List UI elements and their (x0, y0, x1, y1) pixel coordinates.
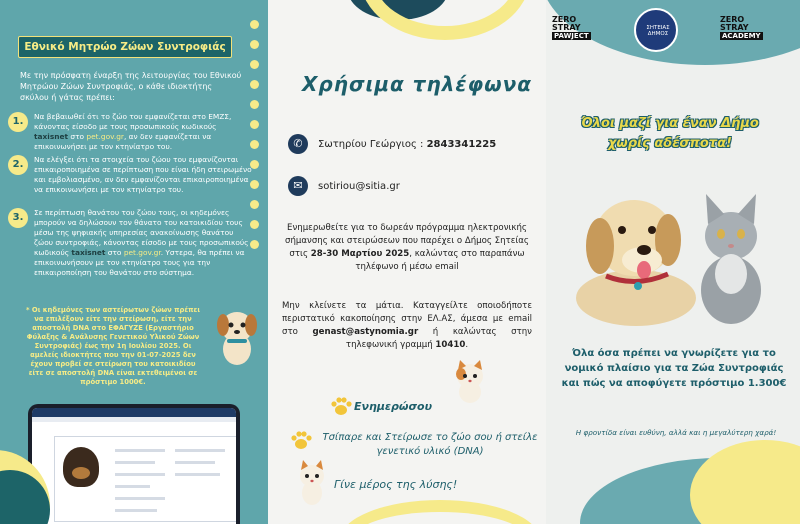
step-2 (8, 155, 252, 195)
useful-phones-title: Χρήσιμα τηλέφωνα (302, 72, 532, 96)
step-number: 1. (8, 112, 28, 132)
sitia-municipality-seal: ΣΗΤΕΙΑΣ ΔΗΜΟΣ (634, 8, 678, 52)
email-icon: ✉ (288, 176, 308, 196)
dog-and-cat-photo (556, 178, 786, 328)
phone-number[interactable]: 2843341225 (426, 138, 497, 150)
phone-icon: ✆ (288, 134, 308, 154)
puppy-illustration (212, 305, 262, 369)
email-contact (288, 176, 400, 196)
decorative-arc (340, 500, 540, 524)
step-number: 2. (8, 155, 28, 175)
inform-heading: Ενημερώσου (354, 400, 433, 413)
phone-contact: ✆ Σωτηρίου Γεώργιος : 2843341225 (288, 134, 496, 154)
chip-sterilize-call: Τσίπαρε και Στείρωσε το ζώο σου ή στείλε γενετικό υλικό (DNA) (322, 432, 538, 457)
step-text: Να ελέγξει ότι τα στοιχεία του ζώου του εμφανίζονται επικαιροποιημένα σε περίπτωση που είναι ήδη στειρωμένο και εμβολιασμένο, αν δεν εμφανίζονται επικαιροποιημένα να επικοινωνήσει με τον κτηνίατρο του. (34, 155, 252, 194)
laptop-screenshot (28, 404, 240, 524)
step-1 (8, 112, 252, 152)
decorative-arc (360, 0, 530, 40)
cat-illustration (296, 460, 328, 506)
step-text: Να βεβαιωθεί ότι το ζώο του εμφανίζεται στο ΕΜΖΣ, κάνοντας είσοδο με τους προσωπικούς κωδικούς taxisnet στο pet.gov.gr, αν δεν εμφανίζεται να επικοινωνήσει με τον κτηνίατρο του. (34, 112, 232, 151)
pet-gov-link[interactable]: pet.gov.gr (123, 248, 161, 257)
legal-framework-info: Όλα όσα πρέπει να γνωρίζετε για το νομικό πλαίσιο για τα Ζώα Συντροφιάς και πώς να αποφύγετε πρόστιμο 1.300€ (561, 348, 787, 389)
zero-stray-academy-logo: ZERO STRAY ACADEMY (720, 15, 761, 40)
program-info: Ενημερωθείτε για το δωρεάν πρόγραμμα ηλεκτρονικής σήμανσης και στειρώσεων που παρέχει ο Δήμος Σητείας στις 28-30 Μαρτίου 2025, καλώντας στο παραπάνω τηλέφωνο ή μέσω email (285, 223, 529, 272)
step-3 (8, 208, 252, 278)
left-title: Εθνικό Μητρώο Ζώων Συντροφιάς (18, 36, 232, 58)
join-solution: Γίνε μέρος της λύσης! (334, 478, 458, 491)
kitten-illustration (452, 360, 488, 404)
abuse-report-info: Μην κλείνετε τα μάτια. Καταγγείλτε οποιοδήποτε περιστατικό κακοποίησης στην ΕΛ.ΑΣ, άμεσα με email στο genast@astynomia.gr ή καλώντας στην τηλεφωνική γραμμή 10410. (282, 301, 532, 350)
paw-icon (330, 396, 352, 416)
zero-stray-pawject-logo: ZERO STRAY PAWJECT (552, 15, 589, 40)
left-intro: Με την πρόσφατη έναρξη της λειτουργίας του Εθνικού Μητρώου Ζώων Συντροφιάς, ο κάθε ιδιοκτήτης σκύλου ή γάτας πρέπει: (20, 71, 242, 102)
step-number: 3. (8, 208, 28, 228)
slogan: Όλοι μαζί για έναν Δήμο χωρίς αδέσποτα! (581, 116, 759, 151)
step-text: Σε περίπτωση θανάτου του ζώου τους, οι κηδεμόνες μπορούν να δηλώσουν τον θάνατο του κατοικιδίου τους μέσω της ψηφιακής υπηρεσίας ανακοίνωσης θανάτου ζώου συντροφιάς, κάνοντας είσοδο με τους προσωπικούς κωδικούς taxisnet στο pet.gov.gr. Υστερα, θα πρέπει να επικοινωνήσουν με τον κτηνίατρο τους για την επικαιροποίηση του θανάτου στο σύστημα. (34, 208, 249, 277)
legal-notice: * Οι κηδεμόνες των αστείρωτων ζώων πρέπει να επιλέξουν είτε την στείρωση, είτε την αποστολή DNA στο ΕΦΑΓΥΖΕ (Εργαστήριο Φύλαξης & Ανάλυσης Γενετικού Υλικού Ζώων Συντροφιάς) έως την 1η Ιουλίου 2025. Οι αμελείς ιδιοκτήτες που την 01-07-2025 δεν έχουν προβεί σε στείρωση του κατοικιδίου είτε σε αποστολή DNA είναι εκτεθειμένοι σε πρόστιμο 1000€. (26, 306, 200, 386)
care-tagline: Η φροντίδα είναι ευθύνη, αλλά και η μεγαλύτερη χαρά! (575, 428, 777, 437)
police-email[interactable]: genast@astynomia.gr (312, 327, 419, 337)
pet-gov-link[interactable]: pet.gov.gr (86, 132, 124, 141)
left-panel (0, 0, 268, 524)
email-address[interactable]: sotiriou@sitia.gr (318, 180, 400, 192)
paw-icon (290, 430, 312, 450)
